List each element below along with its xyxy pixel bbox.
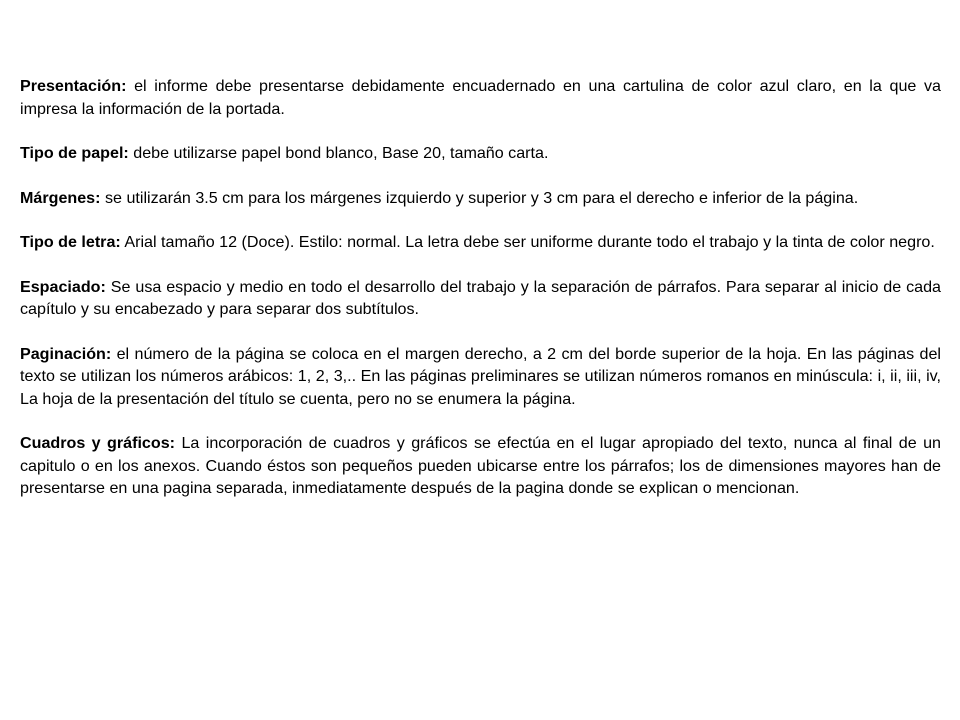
term-margenes: Márgenes: bbox=[20, 188, 101, 207]
text-presentacion: el informe debe presentarse debidamente encuadernado en una cartulina de color azul claro, en la que va impresa la información de la portada. bbox=[20, 77, 941, 118]
term-tipo-de-papel: Tipo de papel: bbox=[20, 144, 129, 162]
paragraph-cuadros-y-graficos bbox=[20, 432, 941, 500]
term-presentacion: Presentación: bbox=[20, 77, 127, 95]
text-espaciado: Se usa espacio y medio en todo el desarrollo del trabajo y la separación de párrafos. Para separar al inicio de cada capítulo y su encabezado y para separar dos subtítulos. bbox=[20, 277, 941, 318]
paragraph-tipo-de-letra bbox=[20, 231, 941, 254]
text-cuadros-y-graficos: La incorporación de cuadros y gráficos se efectúa en el lugar apropiado del texto, nunca al final de un capitulo o en los anexos. Cuando éstos son pequeños pueden ubicarse entre los párrafos; los de dimensiones mayores han de presentarse en una pagina separada, inmediatamente después de la pagina donde se explican o mencionan. bbox=[20, 434, 941, 497]
term-tipo-de-letra: Tipo de letra: bbox=[20, 233, 121, 251]
paragraph-presentacion bbox=[20, 75, 941, 120]
paragraph-paginacion bbox=[20, 343, 941, 411]
text-tipo-de-letra: Arial tamaño 12 (Doce). Estilo: normal. La letra debe ser uniforme durante todo el trabajo y la tinta de color negro. bbox=[124, 233, 935, 251]
term-paginacion: Paginación: bbox=[20, 344, 112, 363]
text-tipo-de-papel: debe utilizarse papel bond blanco, Base 20, tamaño carta. bbox=[133, 144, 549, 162]
document-body bbox=[20, 75, 941, 522]
term-cuadros-y-graficos: Cuadros y gráficos: bbox=[20, 434, 176, 452]
paragraph-margenes bbox=[20, 187, 941, 210]
paragraph-tipo-de-papel bbox=[20, 142, 941, 165]
paragraph-espaciado bbox=[20, 276, 941, 321]
text-margenes: se utilizarán 3.5 cm para los márgenes izquierdo y superior y 3 cm para el derecho e inferior de la página. bbox=[104, 188, 859, 207]
term-espaciado: Espaciado: bbox=[20, 277, 106, 296]
text-paginacion: el número de la página se coloca en el margen derecho, a 2 cm del borde superior de la hoja. En las páginas del texto se utilizan los números arábicos: 1, 2, 3,.. En las páginas preliminares se utilizan números romanos en minúscula: i, ii, iii, iv, La hoja de la presentación del título se cuenta, pero no se enumera la página. bbox=[20, 344, 941, 408]
